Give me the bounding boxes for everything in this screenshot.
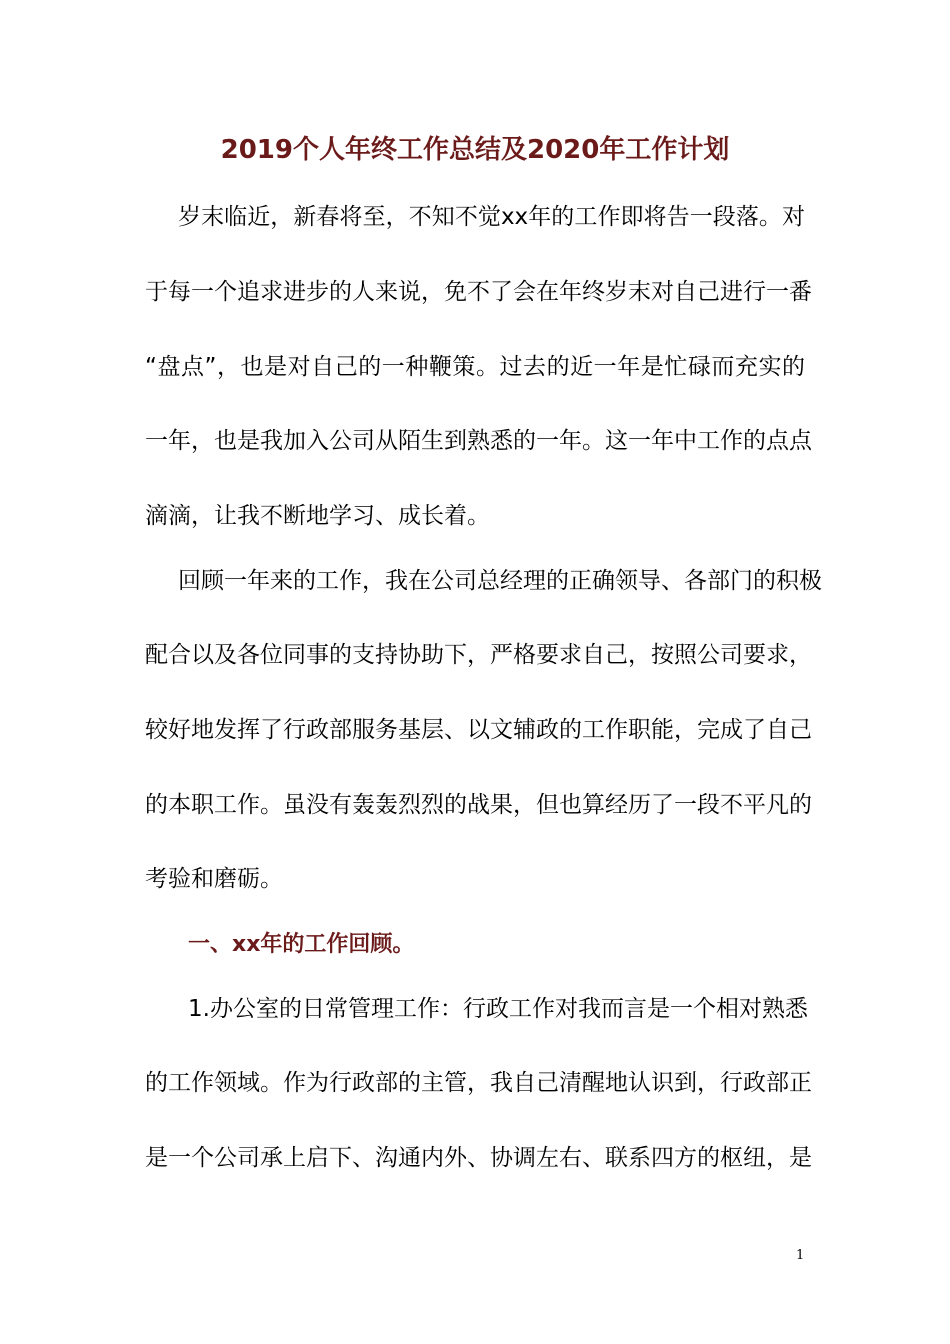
paragraph-1-line-4: 一年，也是我加入公司从陌生到熟悉的一年。这一年中工作的点点 <box>145 428 812 454</box>
paragraph-2-line-1: 回顾一年来的工作，我在公司总经理的正确领导、各部门的积极 <box>178 568 822 594</box>
section-heading: 一、xx年的工作回顾。 <box>188 932 415 957</box>
paragraph-1-line-5: 滴滴，让我不断地学习、成长着。 <box>145 503 490 529</box>
page-number: 1 <box>796 1248 805 1263</box>
paragraph-2-line-4: 的本职工作。虽没有轰轰烈烈的战果，但也算经历了一段不平凡的 <box>145 792 812 818</box>
paragraph-1-line-3: “盘点”，也是对自己的一种鞭策。过去的近一年是忙碌而充实的 <box>145 354 805 380</box>
paragraph-2-line-3: 较好地发挥了行政部服务基层、以文辅政的工作职能，完成了自己 <box>145 717 812 743</box>
paragraph-2-line-5: 考验和磨砺。 <box>145 866 283 892</box>
document-title: 2019个人年终工作总结及2020年工作计划 <box>220 135 730 165</box>
paragraph-2-line-2: 配合以及各位同事的支持协助下，严格要求自己，按照公司要求， <box>145 642 812 668</box>
paragraph-3-line-3: 是一个公司承上启下、沟通内外、协调左右、联系四方的枢纽，是 <box>145 1145 812 1171</box>
paragraph-3-line-1: 1.办公室的日常管理工作：行政工作对我而言是一个相对熟悉 <box>188 996 808 1022</box>
paragraph-1-line-1: 岁末临近，新春将至，不知不觉xx年的工作即将告一段落。对 <box>178 204 805 230</box>
paragraph-3-line-2: 的工作领域。作为行政部的主管，我自己清醒地认识到，行政部正 <box>145 1070 812 1096</box>
paragraph-1-line-2: 于每一个追求进步的人来说，免不了会在年终岁末对自己进行一番 <box>145 279 812 305</box>
